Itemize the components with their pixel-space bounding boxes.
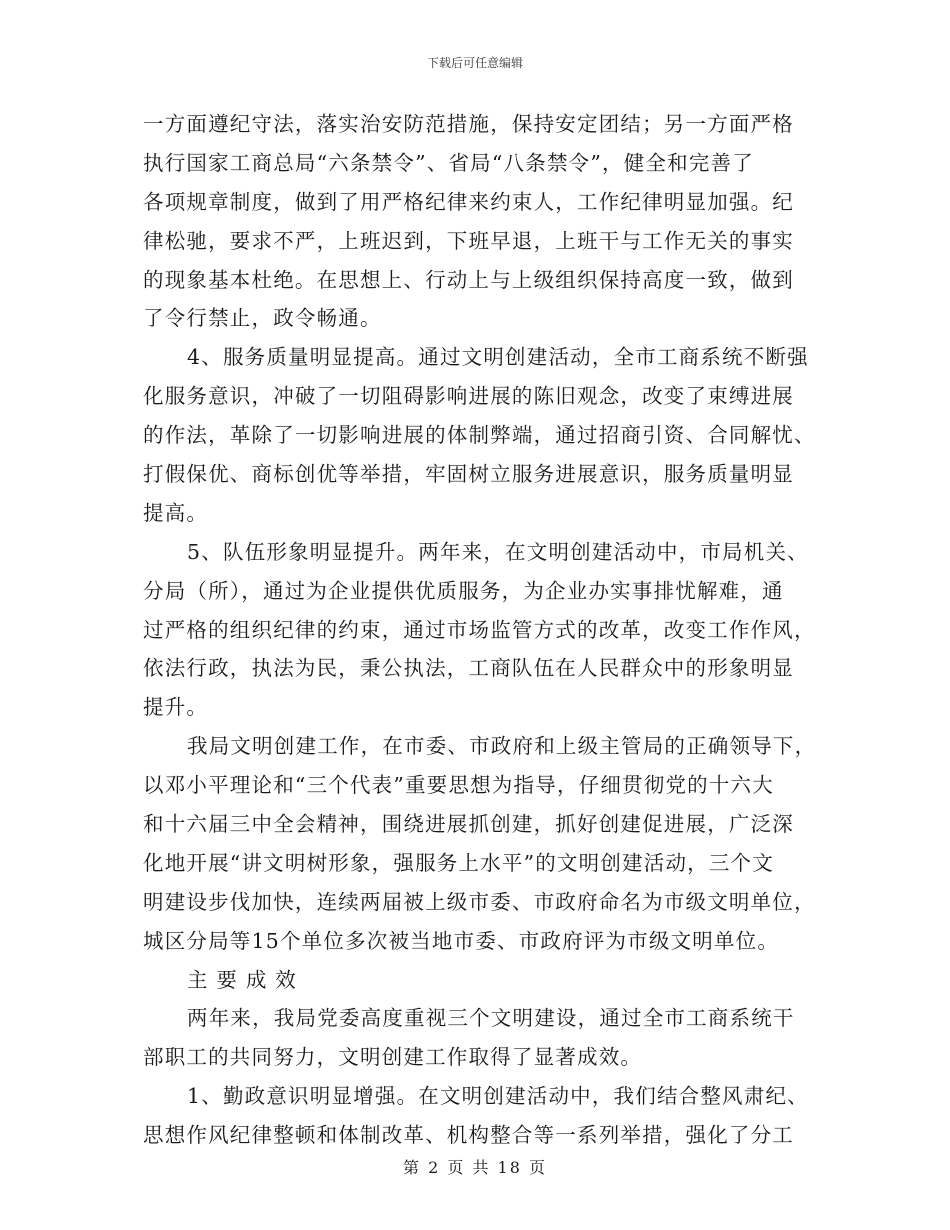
- text-line: 主 要 成 效: [187, 967, 297, 992]
- text-line: 过严格的组织纪律的约束，通过市场监管方式的改革，改变工作作风，: [143, 617, 816, 642]
- text-line: 依法行政，执法为民，秉公执法，工商队伍在人民群众中的形象明显: [143, 656, 794, 681]
- text-line: 提升。: [143, 695, 209, 720]
- text-line: 了令行禁止，政令畅通。: [143, 306, 382, 331]
- text-line: 两年来，我局党委高度重视三个文明建设，通过全市工商系统干: [187, 1006, 795, 1031]
- text-line: 以邓小平理论和“三个代表”重要思想为指导，仔细贯彻党的十六大: [143, 773, 774, 798]
- text-line: 明建设步伐加快，连续两届被上级市委、市政府命名为市级文明单位，: [143, 889, 816, 914]
- text-line: 分局（所），通过为企业提供优质服务，为企业办实事排忧解难，通: [143, 578, 784, 603]
- text-line: 5、队伍形象明显提升。两年来，在文明创建活动中，市局机关、: [187, 539, 809, 564]
- page-header: 下载后可任意编辑: [426, 56, 523, 70]
- text-line: 的现象基本杜绝。在思想上、行动上与上级组织保持高度一致，做到: [143, 267, 794, 292]
- text-line: 各项规章制度，做到了用严格纪律来约束人，工作纪律明显加强。纪: [143, 189, 794, 214]
- text-line: 化地开展“讲文明树形象，强服务上水平”的文明创建活动，三个文: [143, 850, 774, 875]
- text-line: 一方面遵纪守法，落实治安防范措施，保持安定团结；另一方面严格: [143, 112, 794, 136]
- text-line: 1、勤政意识明显增强。在文明创建活动中，我们结合整风肃纪、: [187, 1084, 809, 1109]
- text-line: 化服务意识，冲破了一切阻碍影响进展的陈旧观念，改变了束缚进展: [143, 384, 794, 409]
- text-line: 城区分局等15个单位多次被当地市委、市政府评为市级文明单位。: [143, 928, 780, 953]
- text-line: 打假保优、商标创优等举措，牢固树立服务进展意识，服务质量明显: [143, 462, 794, 487]
- text-line: 提高。: [143, 500, 209, 525]
- body-text: [143, 105, 817, 1155]
- text-line: 和十六届三中全会精神，围绕进展抓创建，抓好创建促进展，广泛深: [143, 812, 794, 837]
- text-line: 思想作风纪律整顿和体制改革、机构整合等一系列举措，强化了分工: [143, 1123, 794, 1148]
- page-footer: 第 2 页 共 18 页: [403, 1158, 547, 1177]
- text-line: 我局文明创建工作，在市委、市政府和上级主管局的正确领导下，: [187, 734, 817, 759]
- text-line: 执行国家工商总局“六条禁令”、省局“八条禁令”，健全和完善了: [143, 150, 754, 175]
- text-line: 4、服务质量明显提高。通过文明创建活动，全市工商系统不断强: [187, 345, 809, 370]
- text-line: 律松驰，要求不严，上班迟到，下班早退，上班干与工作无关的事实: [143, 228, 794, 253]
- text-line: 部职工的共同努力，文明创建工作取得了显著成效。: [143, 1045, 643, 1070]
- text-line: 的作法，革除了一切影响进展的体制弊端，通过招商引资、合同解忧、: [143, 423, 816, 448]
